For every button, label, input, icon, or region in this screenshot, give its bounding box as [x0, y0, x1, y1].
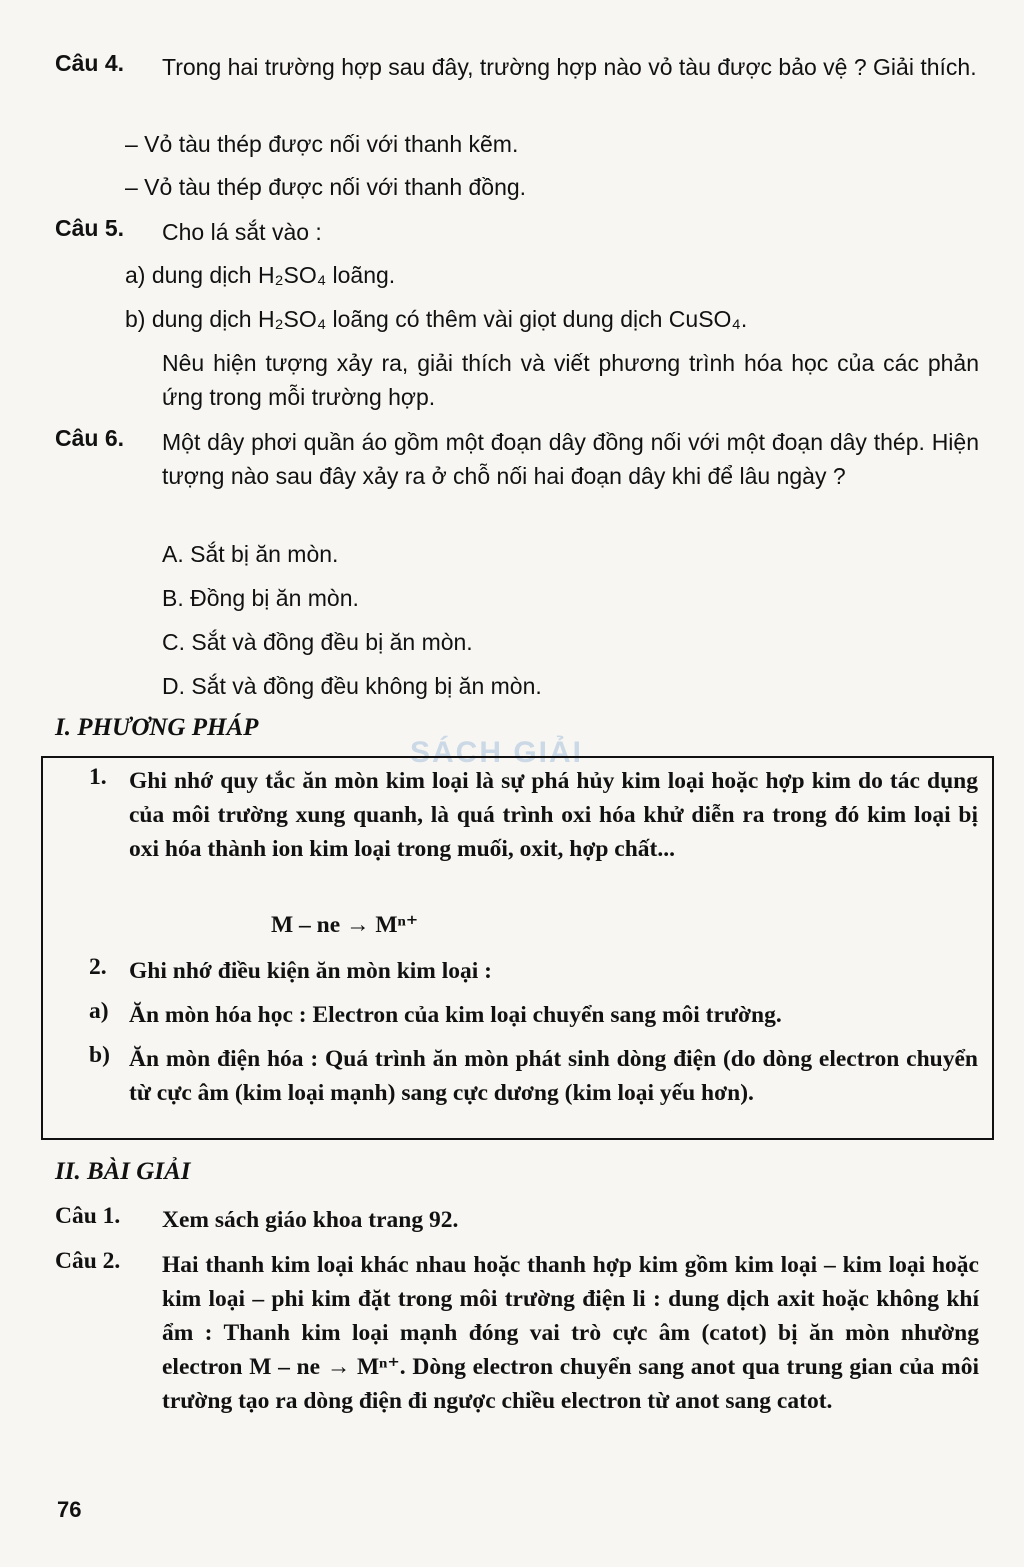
ionization-formula: M – ne → Mⁿ⁺: [271, 912, 419, 938]
method-item-a: [89, 998, 978, 1032]
answer-option: D. Sắt và đồng đều không bị ăn mòn.: [162, 673, 542, 699]
answer-option: A. Sắt bị ăn mòn.: [162, 541, 339, 567]
list-item: b) dung dịch H₂SO₄ loãng có thêm vài giọt dung dịch CuSO₄.: [125, 306, 748, 332]
question-text: Cho lá sắt vào :: [162, 219, 322, 245]
answer-option: B. Đồng bị ăn mòn.: [162, 585, 359, 611]
question-text: Một dây phơi quần áo gồm một đoạn dây đồng nối với một đoạn dây thép. Hiện tượng nào sau đây xảy ra ở chỗ nối hai đoạn dây khi để lâu ngày ?: [162, 429, 979, 489]
page-number: 76: [57, 1497, 82, 1522]
item-text: Ăn mòn điện hóa : Quá trình ăn mòn phát sinh dòng điện (do dòng electron chuyển từ cực âm (kim loại mạnh) sang cực dương (kim loại yếu hơn).: [129, 1046, 978, 1106]
item-number: a): [89, 998, 109, 1024]
answer-1: [55, 1203, 979, 1237]
question-6: [55, 425, 979, 493]
answer-text: Hai thanh kim loại khác nhau hoặc thanh hợp kim gồm kim loại – kim loại hoặc kim loại – phi kim đặt trong môi trường điện li : dung dịch axit hoặc không khí ẩm : Thanh kim loại mạnh đóng vai trò cực âm (catot) bị ăn mòn nhường electron M – ne → Mⁿ⁺. Dòng electron chuyển sang anot qua trung gian của môi trường tạo ra dòng điện đi ngược chiều electron từ anot sang catot.: [162, 1252, 979, 1414]
answer-label: Câu 2.: [55, 1248, 121, 1274]
question-5: [55, 215, 979, 249]
question-label: Câu 6.: [55, 425, 125, 451]
question-4: [55, 50, 979, 84]
answer-label: Câu 1.: [55, 1203, 121, 1229]
watermark: SÁCH GIẢI: [410, 736, 584, 769]
item-text: Ghi nhớ quy tắc ăn mòn kim loại là sự phá hủy kim loại hoặc hợp kim do tác dụng của môi trường xung quanh, là quá trình oxi hóa khử diễn ra trong đó kim loại bị oxi hóa thành ion kim loại trong muối, oxit, hợp chất...: [129, 768, 978, 862]
method-item-1: [89, 764, 978, 866]
answer-text: Xem sách giáo khoa trang 92.: [162, 1207, 459, 1233]
item-number: 1.: [89, 764, 107, 790]
item-number: 2.: [89, 954, 107, 980]
method-item-b: [89, 1042, 978, 1110]
list-item: – Vỏ tàu thép được nối với thanh đồng.: [125, 174, 527, 200]
list-item: – Vỏ tàu thép được nối với thanh kẽm.: [125, 131, 519, 157]
method-box: [41, 756, 994, 1140]
question-text: Trong hai trường hợp sau đây, trường hợp nào vỏ tàu được bảo vệ ? Giải thích.: [162, 54, 977, 80]
item-number: b): [89, 1042, 110, 1068]
item-text: Ghi nhớ điều kiện ăn mòn kim loại :: [129, 958, 492, 984]
section-heading-method: I. PHƯƠNG PHÁP: [55, 714, 259, 741]
instruction-text: Nêu hiện tượng xảy ra, giải thích và viết phương trình hóa học của các phản ứng trong mỗi trường hợp.: [162, 350, 979, 410]
answer-2: [55, 1248, 979, 1418]
question-5-instruction: [55, 346, 979, 414]
question-label: Câu 4.: [55, 50, 125, 76]
method-item-2: [89, 954, 978, 988]
section-heading-solution: II. BÀI GIẢI: [55, 1158, 191, 1185]
question-label: Câu 5.: [55, 215, 125, 241]
item-text: Ăn mòn hóa học : Electron của kim loại chuyển sang môi trường.: [129, 1002, 782, 1028]
list-item: a) dung dịch H₂SO₄ loãng.: [125, 262, 396, 288]
answer-option: C. Sắt và đồng đều bị ăn mòn.: [162, 629, 473, 655]
